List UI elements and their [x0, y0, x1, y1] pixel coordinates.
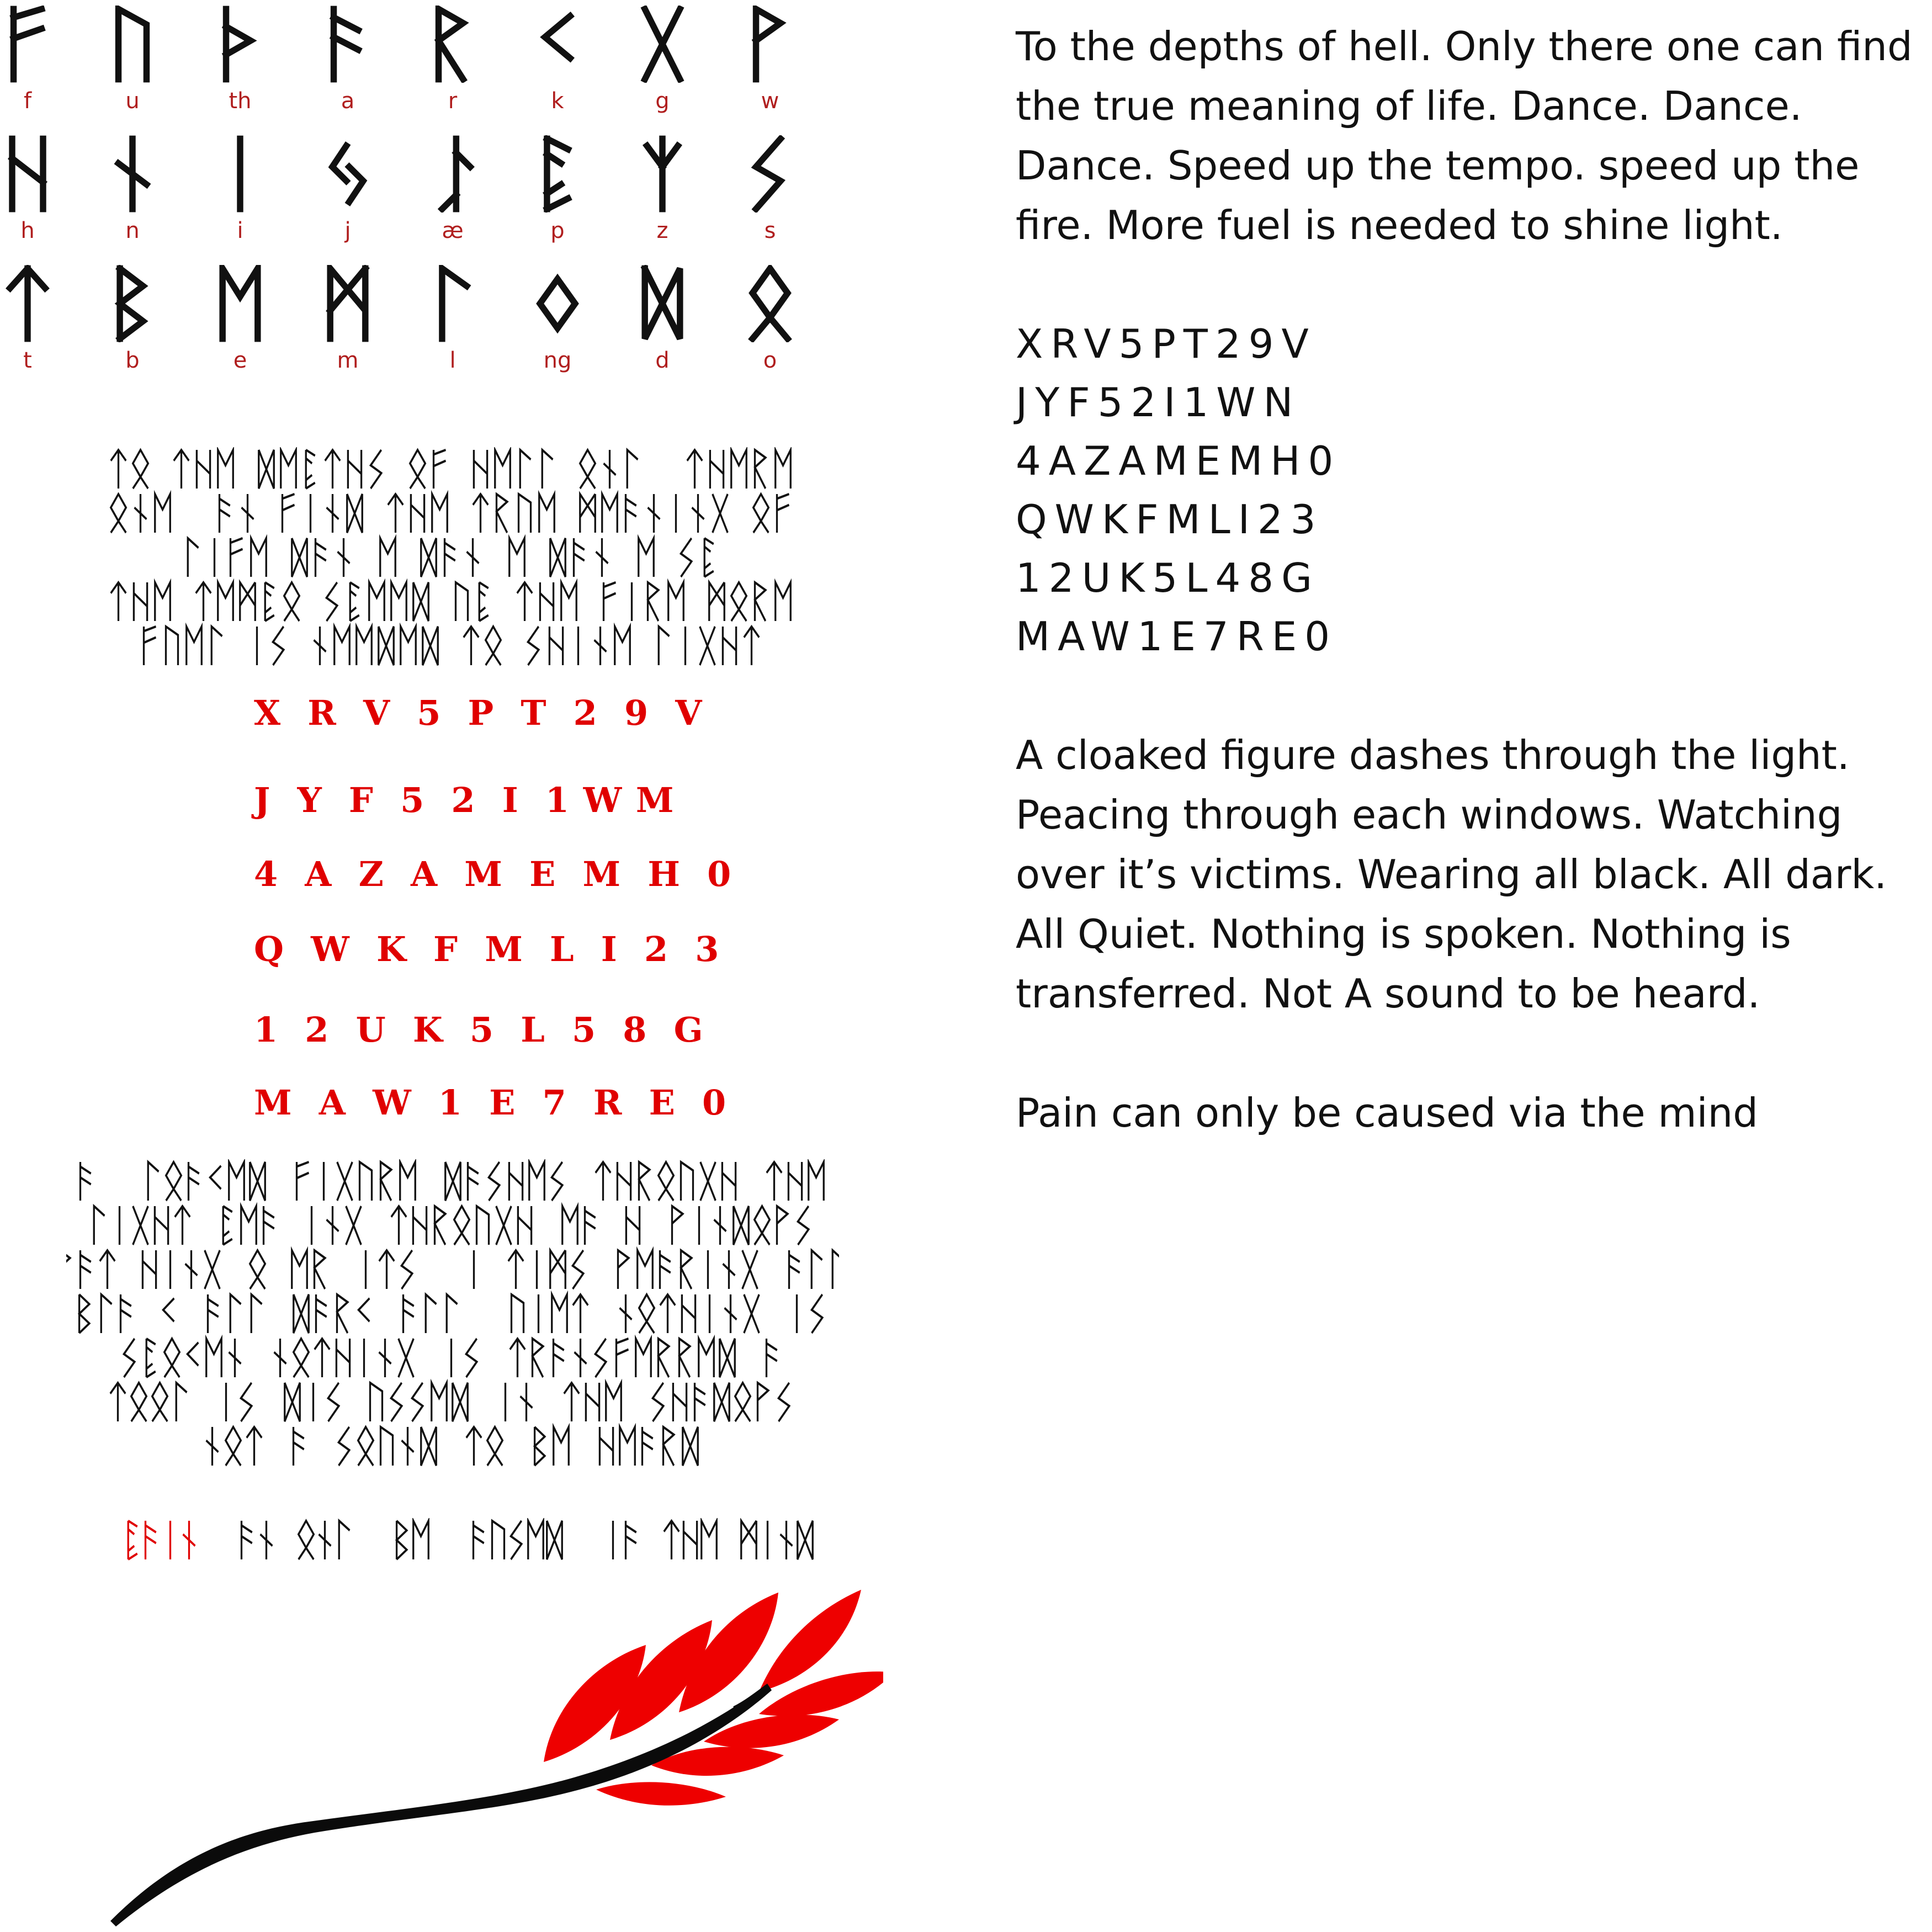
rune-chart-cell-k: [530, 6, 640, 138]
red-cipher-line: J Y F 5 2 I 1 W M: [254, 780, 675, 820]
rune-chart-cell-ae: [425, 135, 535, 268]
rune-glyph-u: [105, 6, 160, 83]
rune-glyph-t: [0, 265, 55, 342]
rune-chart-label: e: [233, 348, 247, 373]
rune-chart-cell-r: [425, 6, 535, 138]
red-cipher-line: 1 2 U K 5 L 5 8 G: [254, 1010, 704, 1050]
rune-alphabet-chart: [0, 0, 839, 397]
rune-glyph-e: [213, 265, 268, 342]
red-leaf-branch-illustration: [99, 1590, 883, 1932]
cipher-code-line: QWKFMLI23: [1016, 496, 1324, 543]
rune-passage-1: [66, 447, 839, 679]
rune-glyph-z: [635, 135, 690, 213]
rune-glyph-k: [530, 6, 585, 83]
paragraph-closing: Pain can only be caused via the mind: [1016, 1090, 1759, 1136]
rune-glyph-s: [742, 135, 798, 213]
rune-chart-cell-th: [213, 6, 323, 138]
rune-chart-cell-e: [213, 265, 323, 397]
rune-chart-cell-d: [635, 265, 745, 397]
rune-chart-label: o: [763, 348, 777, 373]
rune-chart-label: g: [655, 88, 670, 114]
rune-chart-cell-m: [320, 265, 431, 397]
rune-chart-label: w: [761, 88, 779, 114]
rune-chart-label: d: [655, 348, 670, 373]
rune-chart-label: j: [344, 218, 351, 243]
rune-chart-label: ng: [543, 348, 572, 373]
red-cipher-line: M A W 1 E 7 R E 0: [254, 1082, 728, 1123]
rune-passage-3: [83, 1518, 856, 1573]
rune-passage-2: [66, 1159, 839, 1479]
english-text-column: [1016, 17, 1921, 1143]
rune-glyph-g: [635, 6, 690, 83]
rune-chart-label: r: [448, 88, 458, 114]
rune-chart-cell-n: [105, 135, 215, 268]
cipher-code-line: JYF52I1WN: [1016, 379, 1301, 426]
rune-glyph-o: [742, 265, 798, 342]
rune-chart-cell-l: [425, 265, 535, 397]
rune-chart-label: th: [229, 88, 252, 114]
rune-chart-cell-s: [742, 135, 853, 268]
rune-glyph-r: [425, 6, 480, 83]
cipher-code-block: [1016, 315, 1921, 666]
rune-glyph-ae: [425, 135, 480, 213]
rune-chart-label: u: [125, 88, 140, 114]
rune-chart-label: h: [20, 218, 35, 243]
rune-chart-cell-h: [0, 135, 110, 268]
rune-chart-cell-ng: [530, 265, 640, 397]
rune-glyph-f: [0, 6, 55, 83]
rune-chart-cell-z: [635, 135, 745, 268]
rune-chart-cell-b: [105, 265, 215, 397]
paragraph-intro: To the depths of hell. Only there one can find the true meaning of life. Dance. Dance. Dance. Speed up the tempo. speed up the fire. More fuel is needed to shine light.: [1016, 23, 1913, 248]
rune-glyph-l: [425, 265, 480, 342]
paragraph-cloaked-figure: A cloaked figure dashes through the light. Peacing through each windows. Watching over it’s victims. Wearing all black. All dark. All Quiet. Nothing is spoken. Nothing is transferred. Not A sound to be heard.: [1016, 732, 1887, 1017]
red-cipher-line: X R V 5 P T 2 9 V: [254, 693, 703, 733]
cipher-code-line: 4AZAMEMH0: [1016, 438, 1341, 484]
rune-chart-label: m: [337, 348, 359, 373]
rune-chart-cell-o: [742, 265, 853, 397]
rune-glyph-w: [742, 6, 798, 83]
rune-chart-cell-w: [742, 6, 853, 138]
rune-chart-label: i: [237, 218, 243, 243]
rune-chart-label: p: [550, 218, 565, 243]
rune-glyph-n: [105, 135, 160, 213]
rune-chart-label: t: [23, 348, 32, 373]
rune-chart-cell-a: [320, 6, 431, 138]
rune-chart-cell-j: [320, 135, 431, 268]
cipher-code-line: 12UK5L48G: [1016, 555, 1320, 601]
rune-chart-cell-u: [105, 6, 215, 138]
rune-glyph-i: [213, 135, 268, 213]
rune-chart-label: f: [23, 88, 32, 114]
rune-glyph-p: [530, 135, 585, 213]
cipher-code-line: XRV5PT29V: [1016, 321, 1317, 367]
rune-chart-label: n: [125, 218, 140, 243]
rune-glyph-b: [105, 265, 160, 342]
rune-chart-label: b: [125, 348, 140, 373]
rune-glyph-d: [635, 265, 690, 342]
rune-chart-label: l: [449, 348, 456, 373]
rune-glyph-j: [320, 135, 375, 213]
red-cipher-line: 4 A Z A M E M H 0: [254, 854, 733, 894]
rune-chart-cell-t: [0, 265, 110, 397]
rune-chart-label: a: [341, 88, 355, 114]
red-cipher-line: Q W K F M L I 2 3: [254, 929, 720, 969]
rune-chart-cell-i: [213, 135, 323, 268]
rune-glyph-ng: [530, 265, 585, 342]
rune-glyph-th: [213, 6, 268, 83]
rune-glyph-m: [320, 265, 375, 342]
rune-chart-label: k: [551, 88, 564, 114]
rune-glyph-h: [0, 135, 55, 213]
rune-chart-label: s: [764, 218, 776, 243]
rune-chart-cell-g: [635, 6, 745, 138]
rune-glyph-a: [320, 6, 375, 83]
rune-chart-label: z: [656, 218, 668, 243]
rune-chart-cell-p: [530, 135, 640, 268]
rune-chart-cell-f: [0, 6, 110, 138]
rune-chart-label: æ: [442, 218, 464, 243]
cipher-code-line: MAW1E7RE0: [1016, 613, 1338, 660]
